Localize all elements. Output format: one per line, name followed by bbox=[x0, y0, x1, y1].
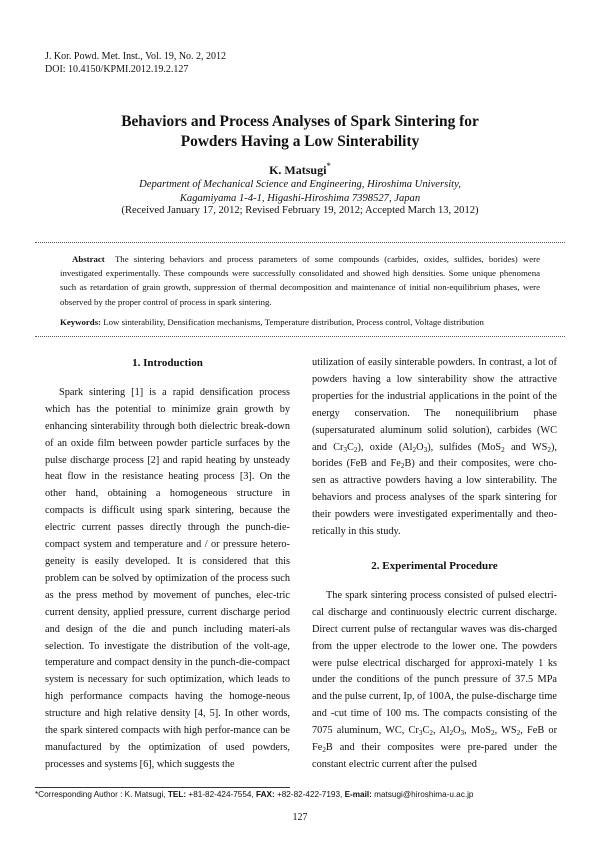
right-column bbox=[312, 355, 557, 774]
affiliation-line-2: Kagamiyama 1-4-1, Higashi-Hiroshima 7398527, Japan bbox=[179, 192, 421, 204]
title-line-1: Behaviors and Process Analyses of Spark Sintering for bbox=[121, 113, 479, 130]
right-paragraph-2: The spark sintering process consisted of pulsed electri-cal discharge and continuously electric current discharge. Direct current pulse of rectangular waves was dis-charged from the upper electrode to the lower one. The powders were pulse electrical discharged for approxi-mately 1 ks under the conditions of the punch pressure of 37.5 MPa and the pulse current, Ip, of 100A, the pulse-discharge time and -cut time of 100 ms. The compacts consisting of the 7075 aluminum, WC, $Cr_3C_2$, $Al_2O_3$, MoS$_2$, $WS_2$, FeB or $Fe_2B$ and their composites were pre-pared under the constant electric current after the pulsed bbox=[312, 589, 558, 770]
paper-title bbox=[40, 112, 560, 152]
page-number: 127 bbox=[292, 812, 308, 823]
keywords-text: Low sinterability, Densification mechanisms, Temperature distribution, Process control, Voltage distribution bbox=[103, 317, 484, 327]
right-paragraph-1: utilization of easily sinterable powders. In contrast, a lot of powders having a low sinterability show the attractive properties for the industrial applications in the point of the energy conservation. The nonequilibrium phase (supersaturated aluminum solid solution), carbides (WC and $Cr_3C_2$), oxide $(Al_2O_3)$, sulfides (MoS$_2$ and $WS_2$), borides (FeB and $Fe_2B$) and their composites, were cho-sen as attractive powders having a low sinterability. The behaviors and process analyses of the spark sintering for their powders were investigated experimentally and theo-retically in this study. bbox=[312, 357, 557, 538]
doi: DOI: 10.4150/KPMI.2012.19.2.127 bbox=[45, 64, 189, 75]
corresponding-mark: * bbox=[326, 161, 331, 171]
journal-citation: J. Kor. Powd. Met. Inst., Vol. 19, No. 2, 2012 bbox=[45, 51, 227, 62]
abstract-text: The sintering behaviors and process parameters of some compounds (carbides, oxides, sulfides, borides) were investigated experimentally. These compounds were successfully consolidated and showed high densities. Some unique phenomena such as retardation of grain growth, suppression of thermal decomposition and maintenance of initial non-equilibrium phases, were observed by the proper control of process in spark sintering. bbox=[60, 254, 540, 307]
divider-top bbox=[35, 242, 565, 243]
abstract bbox=[60, 252, 540, 309]
abstract-label: Abstract bbox=[72, 254, 105, 264]
journal-header bbox=[45, 50, 226, 76]
left-column bbox=[45, 355, 290, 774]
received-dates: (Received January 17, 2012; Revised February 19, 2012; Accepted March 13, 2012) bbox=[121, 205, 479, 216]
footnote-rule bbox=[35, 787, 290, 788]
keywords bbox=[60, 316, 540, 329]
affiliation-line-1: Department of Mechanical Science and Engineering, Hiroshima University, bbox=[139, 179, 461, 190]
keywords-label: Keywords: bbox=[60, 317, 102, 327]
author bbox=[40, 161, 560, 178]
affiliation bbox=[40, 178, 560, 205]
author-name: K. Matsugi bbox=[269, 163, 327, 177]
introduction-text: Spark sintering [1] is a rapid densification process which has the potential to minimize grain growth by enhancing sinterability through both dielectric break-down of an oxide film between powder particle surfaces by the pulse discharge process [2] and rapid heating by unsteady heat flow in the resistance heating process [3]. On the other hand, obtaining a homogeneous structure in compacts is difficult using spark sintering, because the electric current passes directly through the punch-die-compact system and temperature and / or pressure hetero-geneity is easily developed. It is considered that this problem can be solved by optimization of the process such as the press method by movement of punches, elec-tric current density, applied pressure, current discharge period and design of the die and punch including materi-als selection. To investigate the distribution of the volt-age, temperature and compact density in the punch-die-compact system is necessary for such optimization, which leads to high performance compacts having the homoge-neous structure and high relative density [4, 5]. In other words, the spark sintered compacts with high perfor-mance can be manufactured by the optimization of used powders, processes and systems [6], which suggests the bbox=[45, 386, 290, 770]
footnote: *Corresponding Author : K. Matsugi, TEL: +81-82-424-7554, FAX: +82-82-422-7193, E-mail: matsugi@hiroshima-u.ac.jp bbox=[35, 790, 474, 799]
section-heading-introduction: 1. Introduction bbox=[132, 357, 203, 369]
email-link[interactable]: matsugi@hiroshima-u.ac.jp bbox=[374, 790, 474, 799]
section-heading-experimental: 2. Experimental Procedure bbox=[371, 559, 498, 572]
title-line-2: Powders Having a Low Sinterability bbox=[180, 133, 420, 150]
divider-bottom bbox=[35, 336, 565, 337]
